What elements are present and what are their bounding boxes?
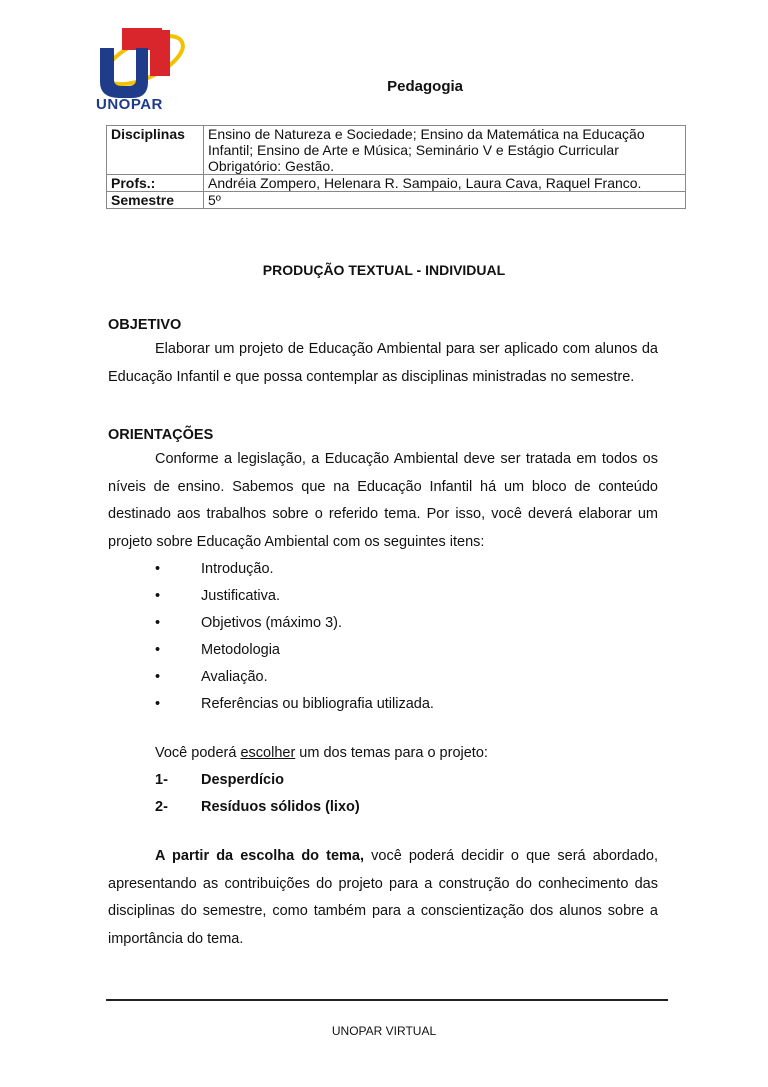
disciplinas-value: Ensino de Natureza e Sociedade; Ensino da Matemática na Educação Infantil; Ensino de Arte e Música; Seminário V e Estágio Curricular Obrigatório: Gestão. bbox=[204, 126, 686, 175]
theme-number: 1- bbox=[155, 772, 168, 788]
list-item-label: Justificativa. bbox=[201, 588, 280, 604]
profs-label: Profs.: bbox=[107, 175, 204, 192]
list-item-label: Objetivos (máximo 3). bbox=[201, 615, 343, 631]
bullet-icon: • bbox=[155, 669, 161, 685]
section-title: PRODUÇÃO TEXTUAL - INDIVIDUAL bbox=[262, 262, 506, 278]
objetivo-heading: OBJETIVO bbox=[108, 317, 182, 333]
list-item bbox=[108, 664, 658, 691]
temas-intro-underlined: escolher bbox=[240, 745, 296, 761]
footer-divider bbox=[106, 999, 668, 1001]
page-title: Pedagogia bbox=[387, 78, 463, 95]
bullet-icon: • bbox=[155, 696, 161, 712]
table-row bbox=[107, 126, 686, 175]
list-item bbox=[108, 691, 658, 718]
theme-label: Resíduos sólidos (lixo) bbox=[201, 799, 360, 815]
list-item-label: Introdução. bbox=[201, 561, 274, 577]
footer-text: UNOPAR VIRTUAL bbox=[331, 1024, 437, 1038]
list-item-label: Referências ou bibliografia utilizada. bbox=[201, 696, 434, 712]
orientacoes-text: Conforme a legislação, a Educação Ambiental deve ser tratada em todos os níveis de ensino. Sabemos que na Educação Infantil há um bloco de conteúdo destinado aos trabalhos sobre o referido tema. Por isso, você deverá elaborar um projeto sobre Educação Ambiental com os seguintes itens: bbox=[108, 451, 658, 550]
list-item-label: Avaliação. bbox=[201, 669, 268, 685]
objetivo-text: Elaborar um projeto de Educação Ambiental para ser aplicado com alunos da Educação Infantil e que possa contemplar as disciplinas ministradas no semestre. bbox=[108, 341, 658, 385]
list-item bbox=[108, 637, 658, 664]
list-item bbox=[108, 610, 658, 637]
closing-text bbox=[108, 843, 658, 953]
list-item bbox=[108, 556, 658, 583]
temas-intro bbox=[108, 740, 658, 767]
list-item bbox=[108, 767, 658, 794]
bullet-icon: • bbox=[155, 588, 161, 604]
bullet-icon: • bbox=[155, 615, 161, 631]
themes-list bbox=[108, 767, 658, 821]
theme-label: Desperdício bbox=[201, 772, 284, 788]
temas-intro-before: Você poderá bbox=[155, 745, 241, 761]
table-row bbox=[107, 175, 686, 192]
table-row bbox=[107, 192, 686, 209]
temas-intro-after: um dos temas para o projeto: bbox=[295, 745, 488, 761]
orientacoes-heading: ORIENTAÇÕES bbox=[108, 427, 214, 443]
closing-bold-lead: A partir da escolha do tema, bbox=[155, 848, 365, 864]
theme-number: 2- bbox=[155, 799, 168, 815]
list-item bbox=[108, 794, 658, 821]
logo-text: UNOPAR bbox=[96, 96, 163, 113]
list-item-label: Metodologia bbox=[201, 642, 280, 658]
profs-value: Andréia Zompero, Helenara R. Sampaio, Laura Cava, Raquel Franco. bbox=[204, 175, 686, 192]
disciplinas-label: Disciplinas bbox=[107, 126, 204, 175]
semestre-value: 5º bbox=[204, 192, 686, 209]
list-item bbox=[108, 583, 658, 610]
bullet-icon: • bbox=[155, 561, 161, 577]
bullet-icon: • bbox=[155, 642, 161, 658]
closing-body: você poderá decidir o que será abordado, apresentando as contribuições do projeto para a construção do conhecimento das disciplinas do semestre, como também para a conscientização dos alunos sobre a importância do tema. bbox=[108, 848, 659, 947]
semestre-label: Semestre bbox=[107, 192, 204, 209]
items-list bbox=[108, 556, 658, 718]
logo-mark-letter: U bbox=[124, 70, 132, 81]
course-info-table bbox=[106, 125, 686, 209]
document-body bbox=[108, 314, 658, 953]
